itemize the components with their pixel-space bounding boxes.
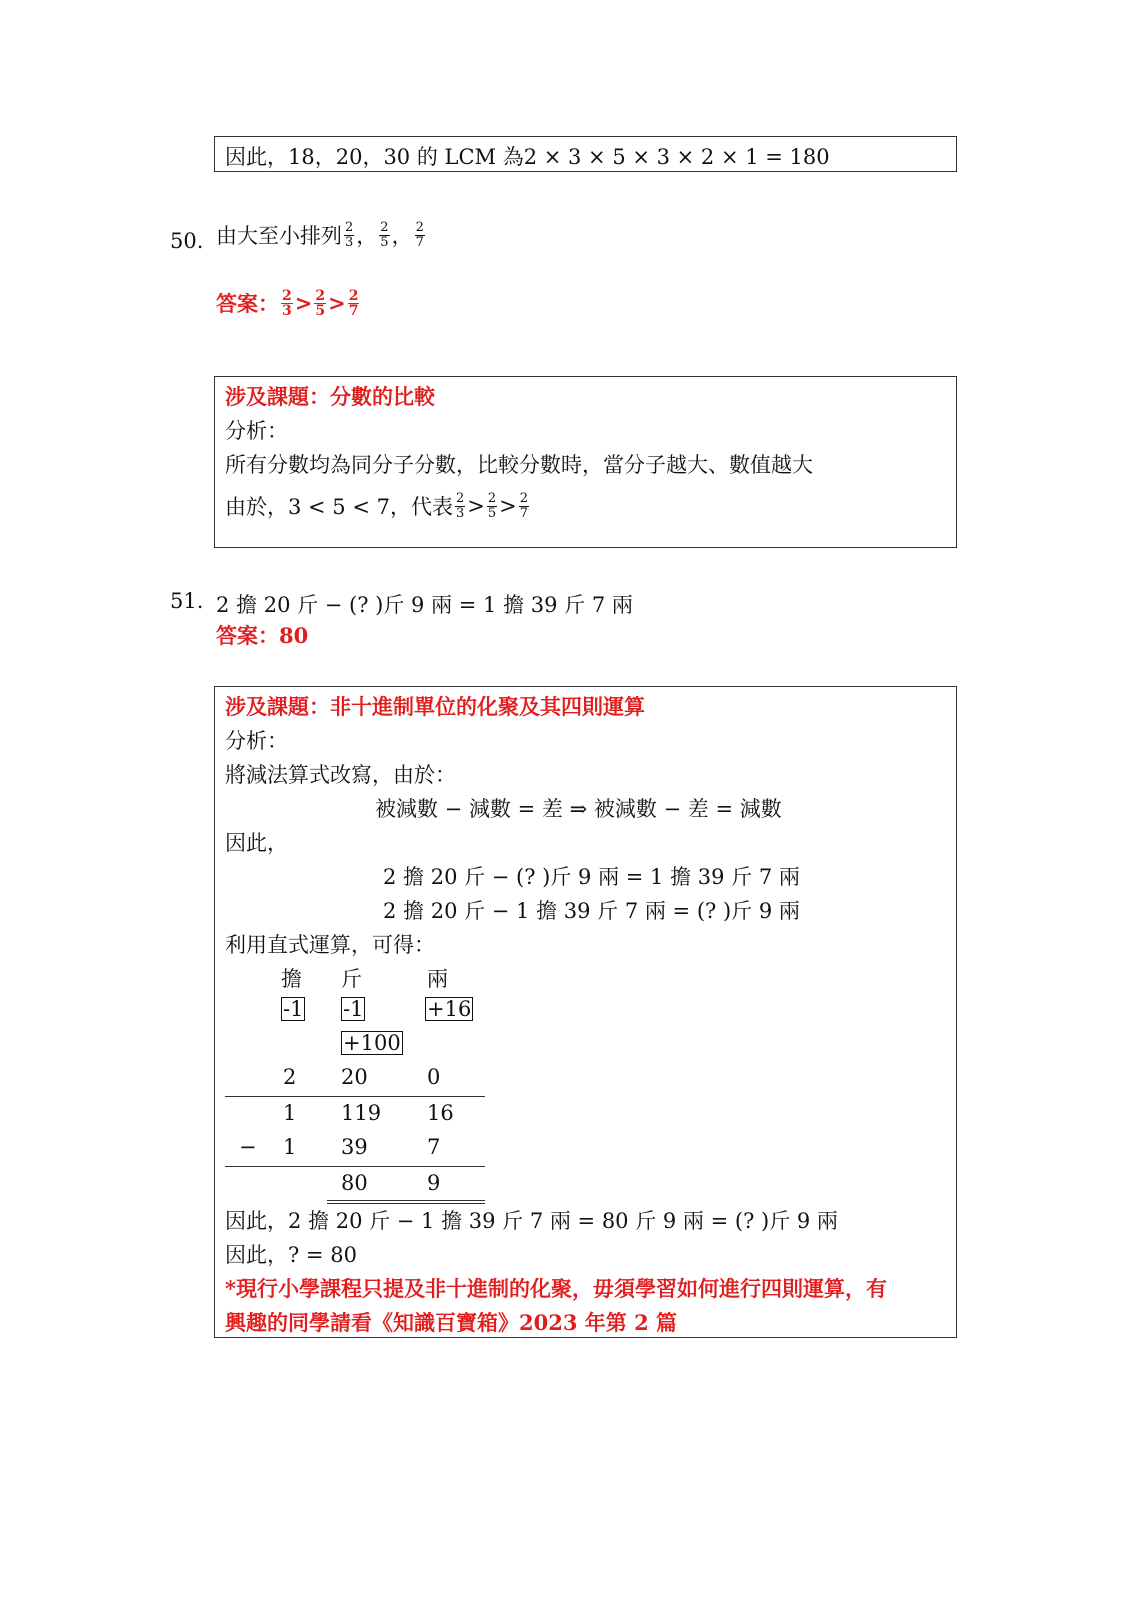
q51-analysis-label: 分析： [225,729,288,753]
fraction: $\frac{2}{5}$ [315,287,326,319]
divider-line [225,1166,485,1167]
carry-jin: +100 [343,1031,401,1055]
q51-rewrite: 將減法算式改寫，由於： [225,763,456,787]
q51-rule: 被減數 − 減數 = 差 ⇒ 被減數 − 差 = 減數 [375,797,782,821]
res-jin: 80 [341,1171,368,1195]
fraction: $\frac{2}{3}$ [455,490,465,521]
q50-line1: 所有分數均為同分子分數，比較分數時，當分子越大、數值越大 [225,453,813,477]
q51-answer: 答案：80 [216,623,309,648]
header-dan: 擔 [281,967,302,991]
top-liang: 0 [427,1065,441,1089]
q51-number: 51. [170,589,204,613]
sub-jin: 39 [341,1135,368,1159]
q50-analysis-label: 分析： [225,419,288,443]
sub-dan: 1 [283,1135,297,1159]
fraction: $\frac{2}{3}$ [282,287,292,319]
header-jin: 斤 [341,967,362,991]
q51-eq2: 2 擔 20 斤 − 1 擔 39 斤 7 兩 = (? )斤 9 兩 [383,899,800,923]
mid-dan: 1 [283,1101,297,1125]
q51-therefore: 因此， [225,831,288,855]
q51-question: 2 擔 20 斤 − (? )斤 9 兩 = 1 擔 39 斤 7 兩 [216,593,633,617]
answer-label: 答案： [216,291,279,316]
double-underline [327,1200,485,1201]
double-underline [327,1203,485,1204]
q51-conclusion1: 因此，2 擔 20 斤 − 1 擔 39 斤 7 兩 = 80 斤 9 兩 = (? )斤 9 兩 [225,1209,838,1233]
q51-topic: 涉及課題：非十進制單位的化聚及其四則運算 [225,694,645,719]
mid-jin: 119 [341,1101,382,1125]
q51-conclusion2: 因此，? = 80 [225,1243,357,1267]
q50-number: 50. [170,229,204,253]
fraction: $\frac{2}{3}$ [345,219,354,250]
borrow-liang: +16 [427,997,472,1021]
header-liang: 兩 [427,967,448,991]
q50-line2: 由於，3 < 5 < 7，代表 $\frac{2}{3}$ > $\frac{2}{5}$ > $\frac{2}{7}$ [225,490,529,521]
top-jin: 20 [341,1065,368,1089]
borrow-dan: -1 [283,997,304,1021]
q50-analysis-box [214,376,957,548]
borrow-jin: -1 [343,997,364,1021]
q50-topic: 涉及課題：分數的比較 [225,384,435,409]
top-dan: 2 [283,1065,297,1089]
lcm-text: 因此，18，20，30 的 LCM 為2 × 3 × 5 × 3 × 2 × 1 = 180 [225,145,830,169]
minus-sign: − [239,1135,257,1159]
q51-eq1: 2 擔 20 斤 − (? )斤 9 兩 = 1 擔 39 斤 7 兩 [383,865,800,889]
res-liang: 9 [427,1171,441,1195]
q51-analysis-box [214,686,957,1338]
q50-question-text: 由大至小排列 [216,224,342,248]
fraction: $\frac{2}{7}$ [348,287,359,319]
fraction: $\frac{2}{5}$ [487,490,497,521]
mid-liang: 16 [427,1101,454,1125]
q50-question: 由大至小排列 $\frac{2}{3}$ ， $\frac{2}{5}$ ， $\frac{2}{7}$ [216,219,424,250]
lcm-box [214,136,957,172]
fraction: $\frac{2}{7}$ [519,490,529,521]
q50-answer: 答案： $\frac{2}{3}$ > $\frac{2}{5}$ > $\frac{2}{7}$ [216,287,359,319]
q51-note-line1: *現行小學課程只提及非十進制的化聚，毋須學習如何進行四則運算，有 [225,1276,887,1301]
fraction: $\frac{2}{5}$ [380,219,389,250]
sub-liang: 7 [427,1135,441,1159]
q51-note-line2: 興趣的同學請看《知識百寶箱》2023 年第 2 篇 [225,1310,677,1335]
q51-vertical-intro: 利用直式運算，可得： [225,933,435,957]
fraction: $\frac{2}{7}$ [415,219,424,250]
divider-line [225,1096,485,1097]
